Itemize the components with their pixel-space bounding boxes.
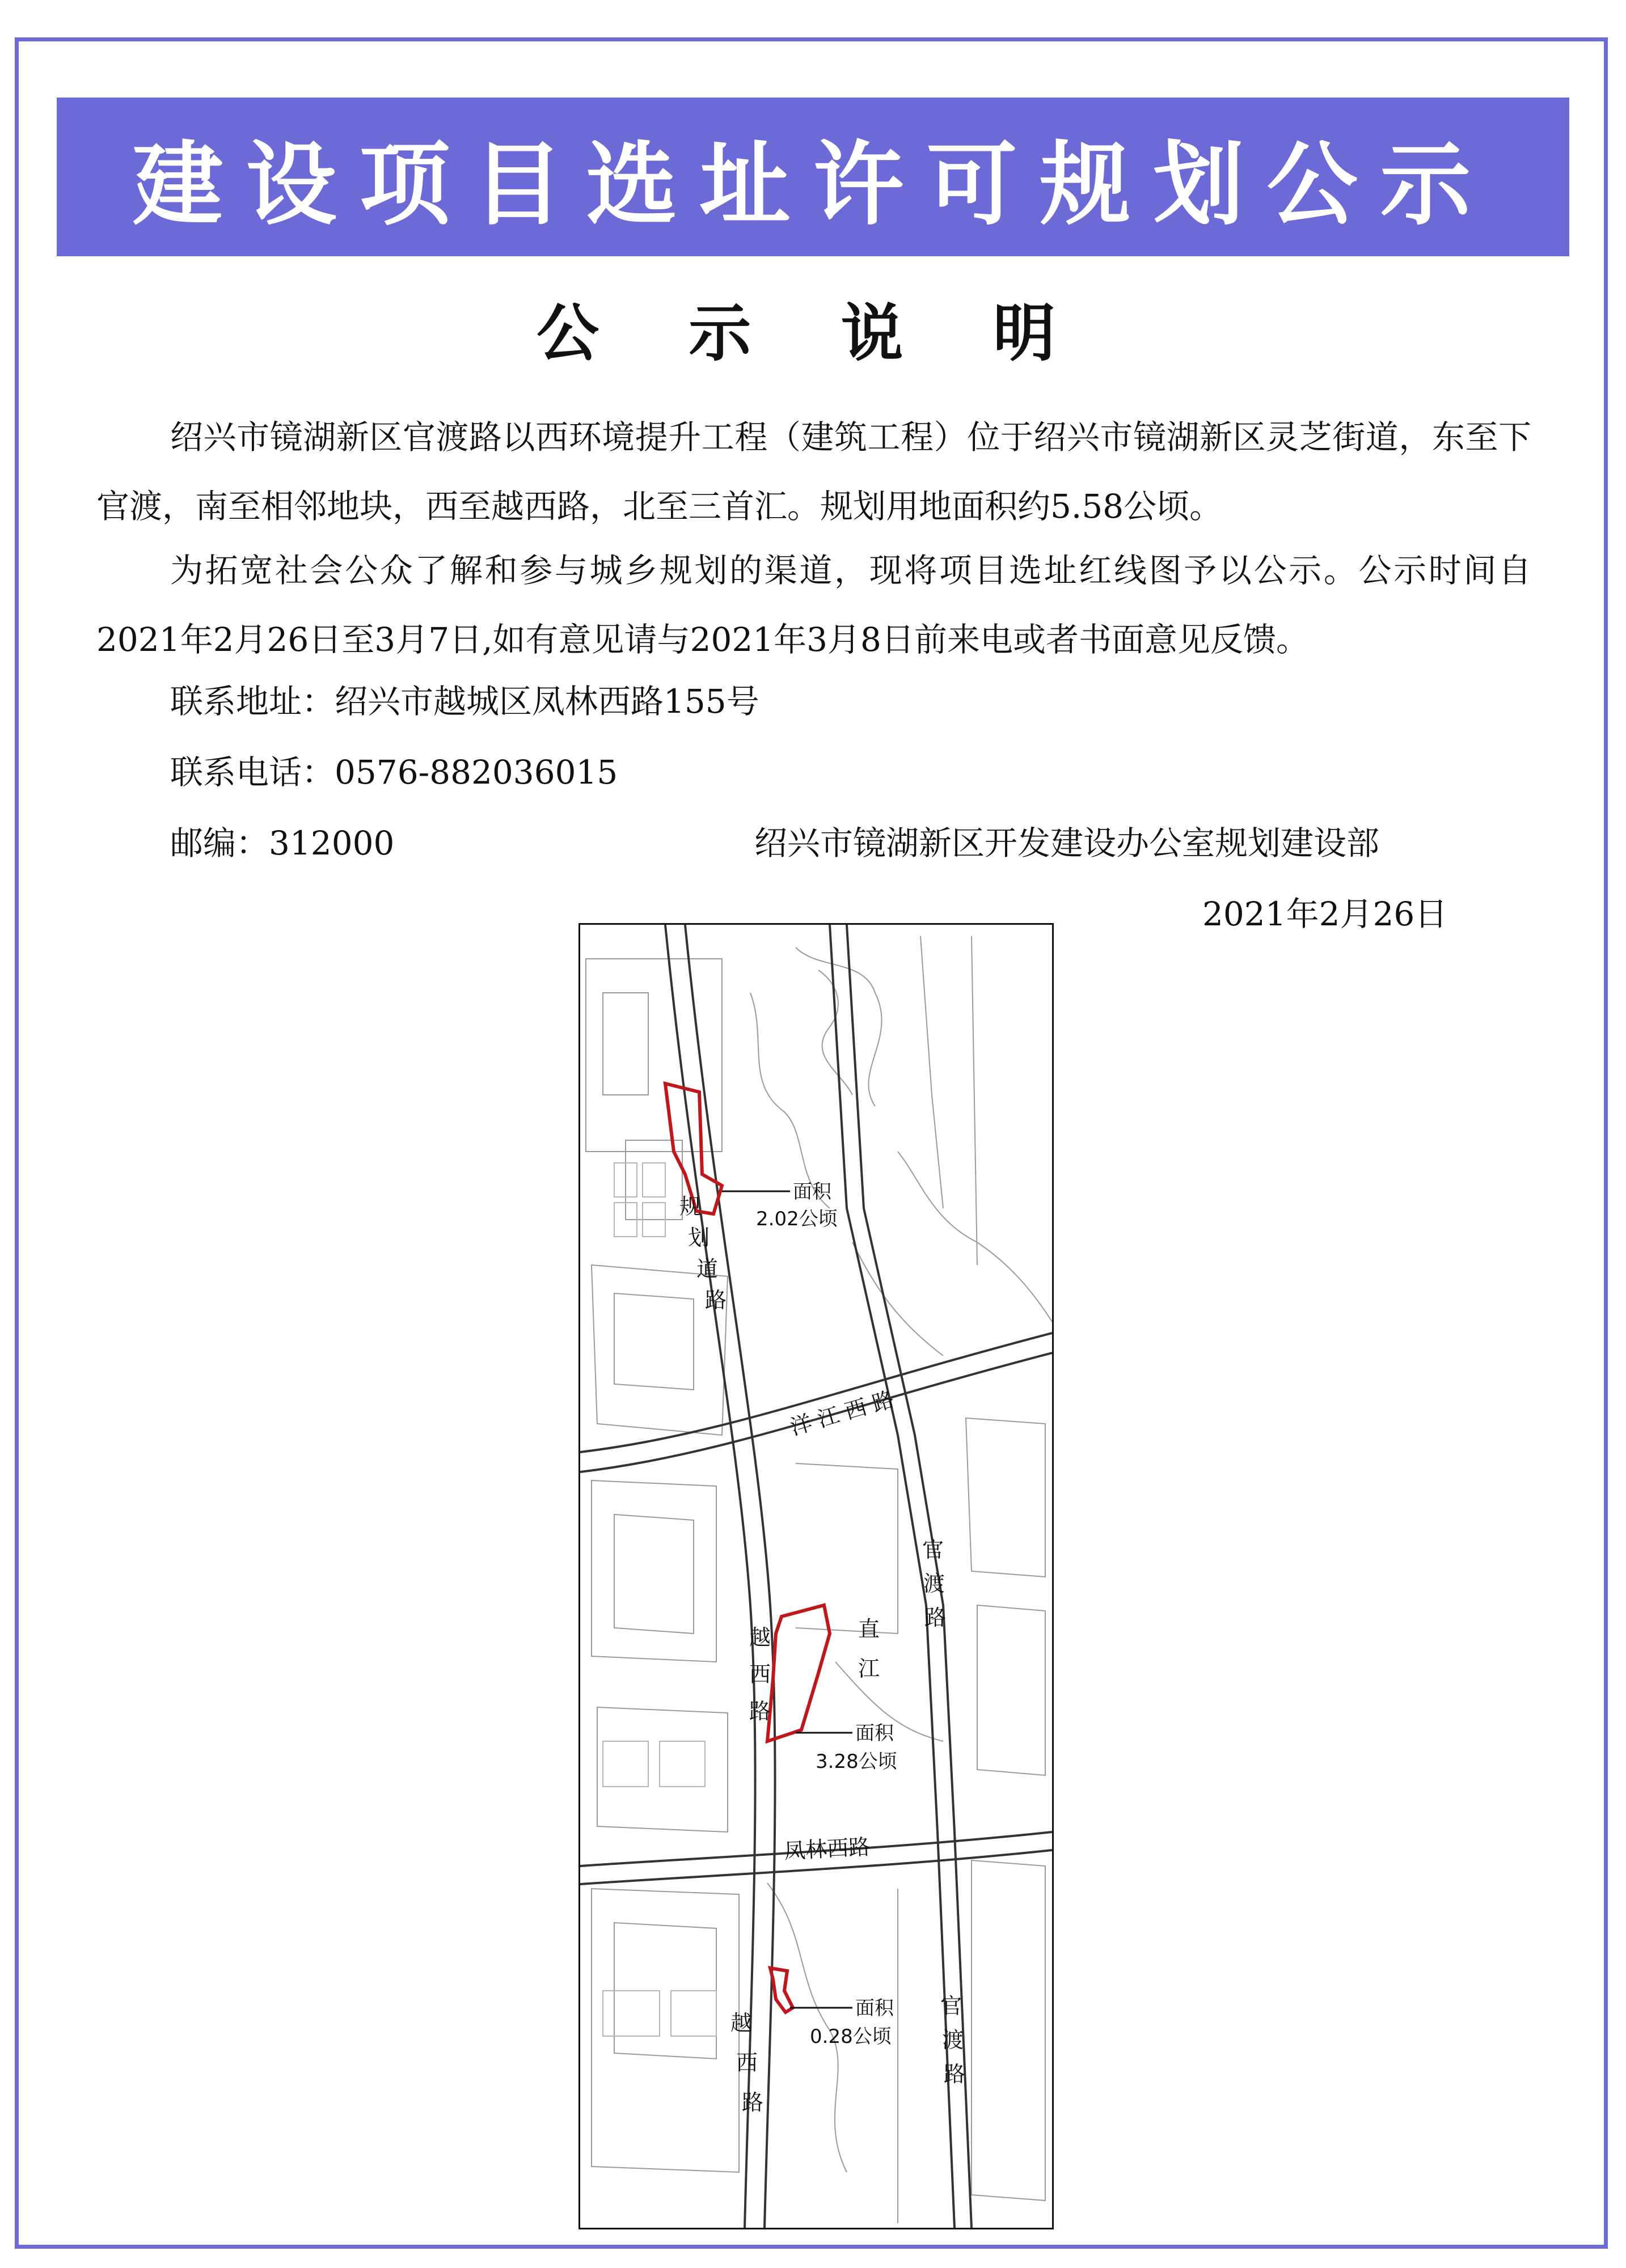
map-road-label: 官 — [922, 1537, 944, 1562]
map-road-label: 路 — [705, 1288, 727, 1313]
parcel-area-value: 2.02公顷 — [756, 1208, 838, 1230]
map-road-label: 渡 — [923, 1571, 945, 1596]
map-road-label: 划 — [688, 1225, 710, 1250]
site-selection-map — [578, 923, 1054, 2229]
parcel-area-label: 面积 — [855, 1722, 894, 1745]
parcel-middle — [767, 1605, 830, 1741]
notice-heading: 公 示 说 明 — [537, 297, 1089, 370]
parcel-area-label: 面积 — [793, 1180, 831, 1203]
issue-date: 2021年2月26日 — [1202, 895, 1448, 933]
parcel-area-label: 面积 — [855, 1997, 894, 2020]
map-road-label: 越 — [749, 1625, 771, 1650]
parcel-area-value: 0.28公顷 — [810, 2025, 892, 2048]
map-road-label: 西 — [749, 1662, 771, 1687]
map-road-label: 路 — [742, 2090, 764, 2115]
title-banner — [57, 98, 1569, 256]
paragraph-publicity-period: 为拓宽社会公众了解和参与城乡规划的渠道，现将项目选址红线图予以公示。公示时间自2021年2月26日至3月7日,如有意见请与2021年3月8日前来电或者书面意见反馈。 — [96, 551, 1531, 659]
map-road-label: 洋 江 西 路 — [787, 1386, 897, 1440]
map-road-label: 官 — [940, 1994, 962, 2019]
contact-phone: 联系电话：0576-882036015 — [170, 753, 618, 792]
banner-title: 建设项目选址许可规划公示 — [132, 132, 1494, 238]
issuing-office: 绍兴市镜湖新区开发建设办公室规划建设部 — [754, 824, 1380, 862]
map-road-label: 西 — [736, 2050, 758, 2075]
parcel-area-value: 3.28公顷 — [816, 1750, 897, 1773]
map-road-label: 路 — [749, 1699, 771, 1724]
map-road-label: 渡 — [942, 2028, 964, 2053]
contact-postcode: 邮编：312000 — [170, 824, 395, 862]
map-road-label: 凤林西路 — [783, 1834, 871, 1864]
map-road-label: 路 — [924, 1605, 947, 1630]
map-drawing — [580, 925, 1052, 2228]
paragraph-project-location: 绍兴市镜湖新区官渡路以西环境提升工程（建筑工程）位于绍兴市镜湖新区灵芝街道，东至下官渡，南至相邻地块，西至越西路，北至三首汇。规划用地面积约5.58公顷。 — [96, 418, 1531, 526]
map-road-label: 规 — [679, 1194, 702, 1219]
contact-address: 联系地址：绍兴市越城区凤林西路155号 — [170, 682, 759, 721]
area-leader-lines — [722, 1191, 852, 2008]
map-road-label: 直 — [858, 1617, 880, 1641]
map-road-label: 越 — [730, 2011, 753, 2036]
map-road-label: 江 — [858, 1656, 880, 1681]
map-road-label: 路 — [944, 2062, 966, 2087]
map-road-label: 道 — [696, 1256, 719, 1281]
parcel-south — [770, 1968, 793, 2012]
